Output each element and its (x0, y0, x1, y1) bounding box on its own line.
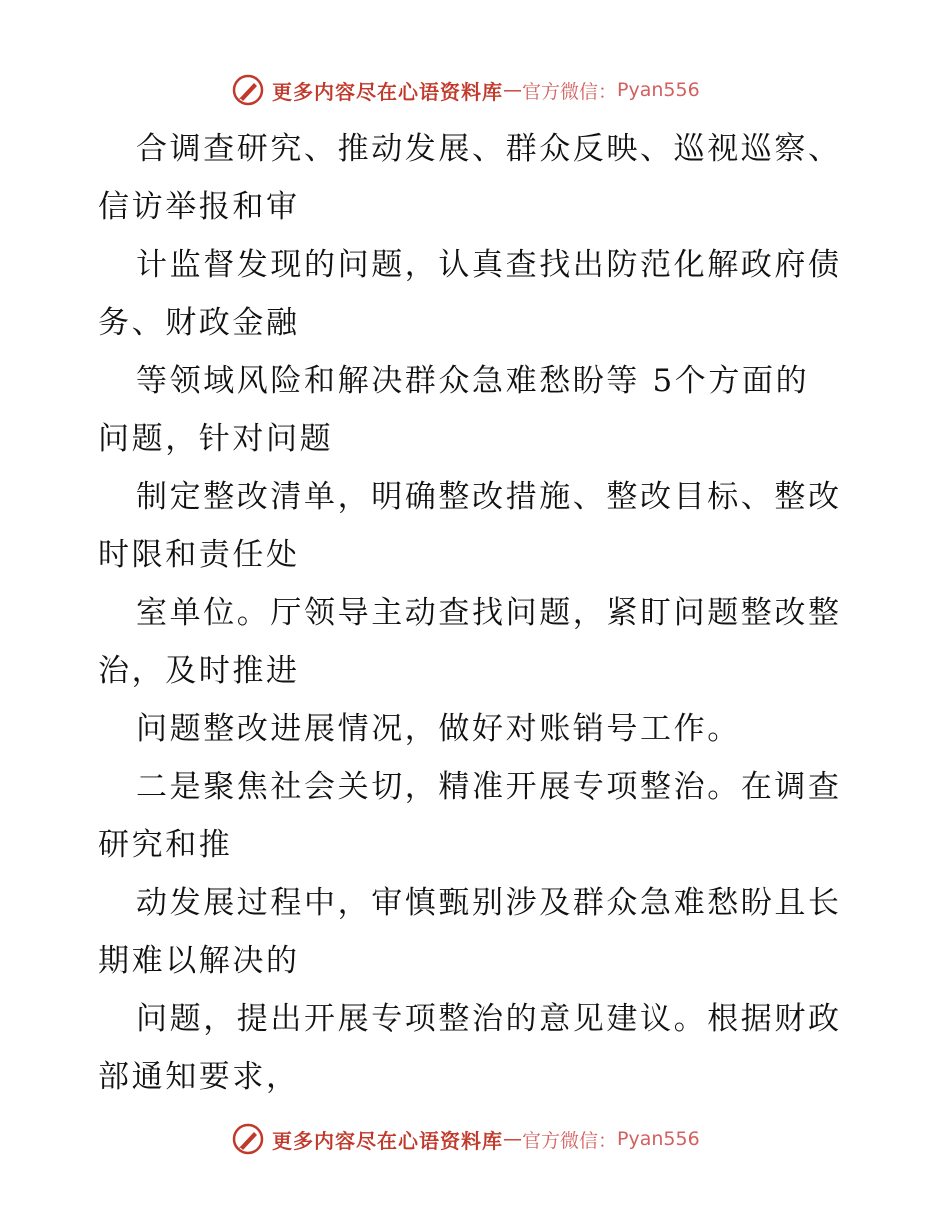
text-line: 务、财政金融 (98, 305, 300, 341)
text-line: 二是聚焦社会关切，精准开展专项整治。在调查 (136, 769, 842, 805)
text-line: 期难以解决的 (98, 943, 300, 979)
text-line: 计监督发现的问题，认真查找出防范化解政府债 (136, 247, 842, 283)
text-line: 问题整改进展情况，做好对账销号工作。 (136, 711, 741, 747)
text-line: 信访举报和审 (98, 189, 300, 225)
text-line: 合调查研究、推动发展、群众反映、巡视巡察、 (136, 131, 842, 167)
watermark-site-text: 更多内容尽在心语资料库 (272, 1128, 503, 1153)
watermark-dash: — (503, 79, 522, 101)
text-line: 等领域风险和解决群众急难愁盼等 5个方面的 (136, 363, 810, 399)
text-line: 部通知要求， (98, 1059, 300, 1095)
watermark-wechat-label: 官方微信： (522, 1129, 618, 1152)
text-line: 动发展过程中，审慎甄别涉及群众急难愁盼且长 (136, 885, 842, 921)
text-line: 问题，提出开展专项整治的意见建议。根据财政 (136, 1001, 842, 1037)
watermark-header (232, 73, 712, 107)
pen-logo-icon (232, 1123, 264, 1155)
watermark-footer (232, 1122, 712, 1156)
watermark-wechat-id: Pyan556 (617, 79, 700, 101)
text-line: 治，及时推进 (98, 653, 300, 689)
text-line: 研究和推 (98, 827, 233, 863)
watermark-wechat-id: Pyan556 (617, 1128, 700, 1150)
text-line: 问题，针对问题 (98, 421, 334, 457)
text-line: 制定整改清单，明确整改措施、整改目标、整改 (136, 479, 842, 515)
document-body (98, 120, 858, 1106)
text-line: 室单位。厅领导主动查找问题，紧盯问题整改整 (136, 595, 842, 631)
pen-logo-icon (232, 74, 264, 106)
watermark-dash: — (503, 1128, 522, 1150)
watermark-site-text: 更多内容尽在心语资料库 (272, 79, 503, 104)
watermark-wechat-label: 官方微信： (522, 80, 618, 103)
text-line: 时限和责任处 (98, 537, 300, 573)
